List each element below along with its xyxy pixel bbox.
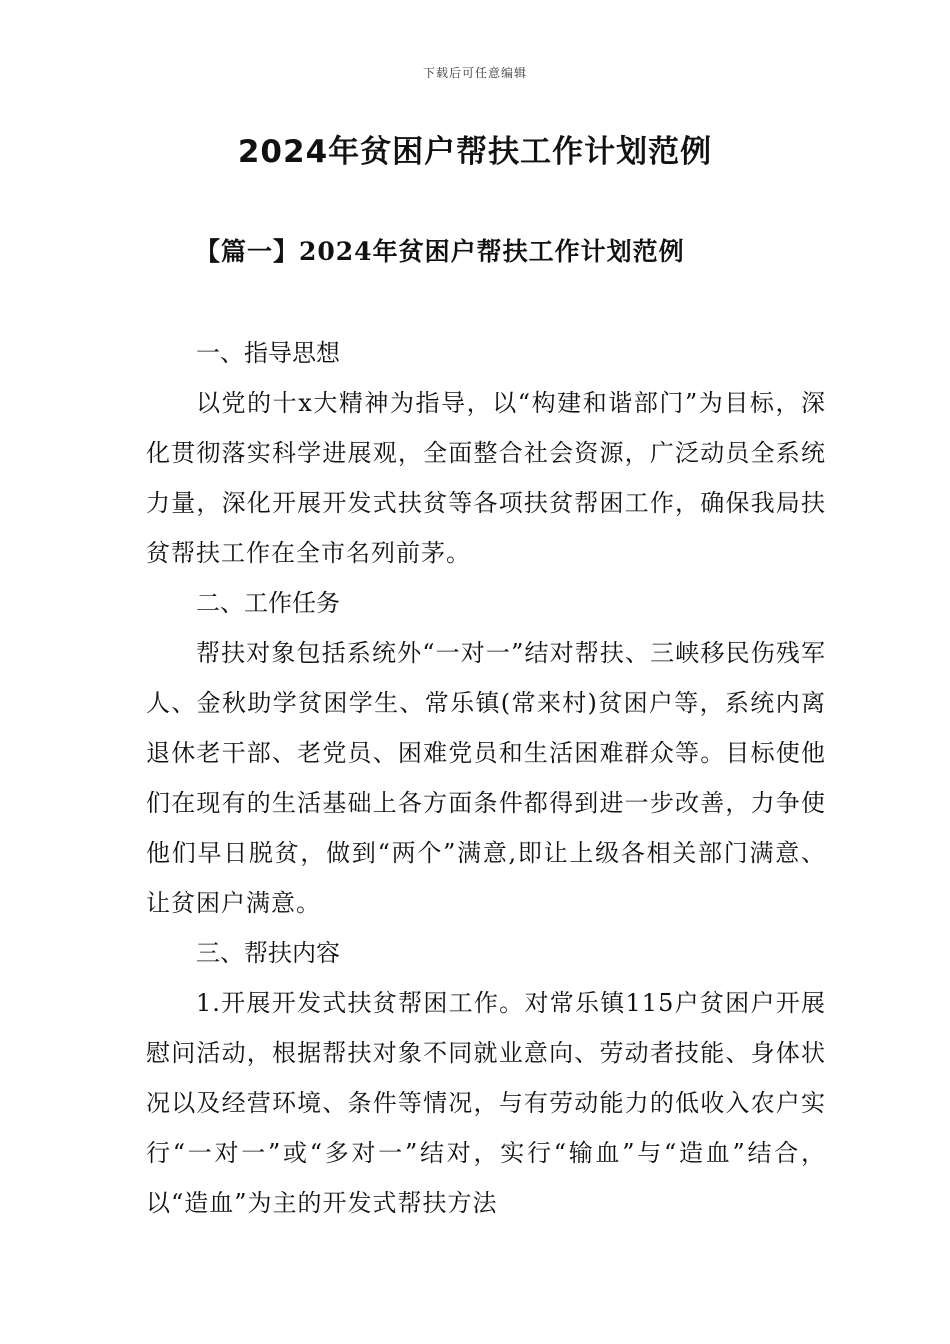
paragraph-guiding-ideology: 以党的十x大精神为指导，以“构建和谐部门”为目标，深化贯彻落实科学进展观，全面整合社会资源，广泛动员全系统力量，深化开展开发式扶贫等各项扶贫帮困工作，确保我局扶贫帮扶工作在全市名列前茅。 bbox=[146, 389, 826, 567]
document-body bbox=[146, 328, 826, 1228]
paragraph-work-tasks: 帮扶对象包括系统外“一对一”结对帮扶、三峡移民伤残军人、金秋助学贫困学生、常乐镇(常来村)贫困户等，系统内离退休老干部、老党员、困难党员和生活困难群众等。目标使他们在现有的生活基础上各方面条件都得到进一步改善，力争使他们早日脱贫，做到“两个”满意,即让上级各相关部门满意、让贫困户满意。 bbox=[146, 639, 826, 917]
heading-assistance-content: 三、帮扶内容 bbox=[196, 939, 340, 967]
heading-guiding-ideology: 一、指导思想 bbox=[196, 339, 340, 367]
header-note: 下载后可任意编辑 bbox=[422, 66, 527, 80]
heading-work-tasks: 二、工作任务 bbox=[196, 589, 340, 617]
document-title: 2024年贫困户帮扶工作计划范例 bbox=[237, 134, 713, 170]
section-title: 【篇一】2024年贫困户帮扶工作计划范例 bbox=[195, 237, 685, 266]
paragraph-assistance-content: 1.开展开发式扶贫帮困工作。对常乐镇115户贫困户开展慰问活动，根据帮扶对象不同就业意向、劳动者技能、身体状况以及经营环境、条件等情况，与有劳动能力的低收入农户实行“一对一”或“多对一”结对，实行“输血”与“造血”结合，以“造血”为主的开发式帮扶方法 bbox=[146, 989, 826, 1217]
